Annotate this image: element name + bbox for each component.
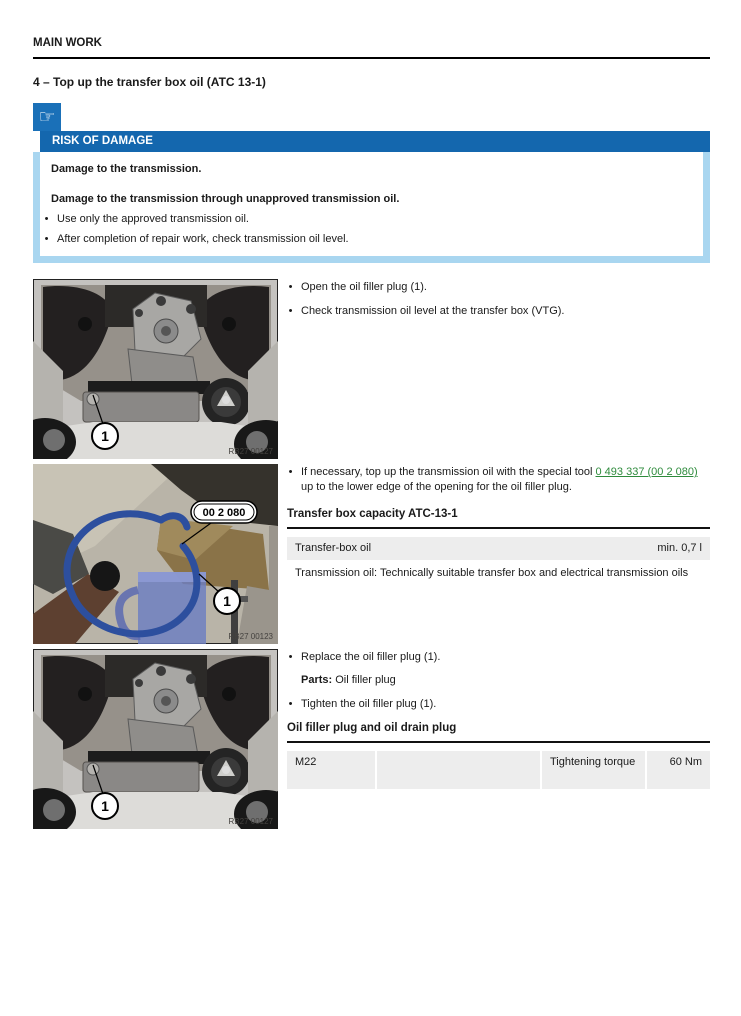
- capacity-table-title: Transfer box capacity ATC-13-1: [287, 508, 458, 520]
- risk-box-title: RISK OF DAMAGE: [40, 131, 710, 152]
- underbody-photo-2: [33, 464, 278, 644]
- step-1-text: [287, 279, 710, 459]
- step-1-bullet-2: [287, 304, 710, 319]
- torque-value: 60 Nm: [647, 751, 710, 789]
- callout-1-label: 1: [101, 798, 109, 814]
- procedure-steps: [33, 279, 710, 829]
- step-3-text: [287, 649, 710, 829]
- risk-box-body: [33, 152, 710, 263]
- step-3-bullet-1-text: • Replace the oil filler plug (1).: [301, 651, 441, 663]
- step-2-bullet-1: [287, 465, 710, 495]
- pointing-hand-glyph: ☞: [38, 106, 56, 128]
- step-2-text-post: up to the lower edge of the opening for the oil filler plug.: [301, 481, 572, 493]
- table-rule: [287, 527, 710, 529]
- step-1-bullet-1-text: • Open the oil filler plug (1).: [301, 281, 427, 293]
- risk-bullet-2: [43, 232, 693, 247]
- risk-cause: Damage to the transmission through unapproved transmission oil.: [51, 193, 400, 205]
- step-3-bullet-2-text: • Tighten the oil filler plug (1).: [301, 698, 437, 710]
- pointing-hand-icon: [33, 103, 61, 131]
- glove: [90, 561, 120, 591]
- torque-table-title: Oil filler plug and oil drain plug: [287, 722, 457, 734]
- step-1-bullet-1: [287, 280, 710, 295]
- underbody-photo-3: [33, 649, 278, 829]
- risk-bullet-1-text: • Use only the approved transmission oil.: [57, 213, 249, 225]
- page-title: 4 – Top up the transfer box oil (ATC 13-1): [33, 75, 266, 89]
- risk-bullet-1: [43, 212, 693, 227]
- step-3-bullet-2: [287, 697, 710, 712]
- parts-line: [301, 673, 710, 688]
- table-rule: [287, 741, 710, 743]
- callout-1-label: 1: [223, 593, 231, 609]
- torque-empty-cell: [377, 751, 540, 789]
- step-3: [33, 649, 710, 829]
- torque-thread-size: M22: [287, 751, 375, 789]
- step-2-text-pre: If necessary, top up the transmission oil with the special tool: [301, 466, 596, 478]
- oil-spec-row: Transmission oil: Technically suitable transfer box and electrical transmission oils: [295, 567, 689, 579]
- special-tool-link[interactable]: 0 493 337 (00 2 080): [595, 466, 698, 478]
- callout-tool-label: 00 2 080: [202, 507, 246, 519]
- torque-row: [287, 751, 710, 789]
- capacity-label: Transfer-box oil: [295, 542, 372, 554]
- callout-1-label: 1: [101, 428, 109, 444]
- risk-summary: Damage to the transmission.: [51, 163, 202, 175]
- capacity-value: min. 0,7 l: [657, 542, 702, 554]
- photo-id-label: RB27 00127: [228, 817, 273, 826]
- section-header: MAIN WORK: [33, 36, 710, 59]
- photo-id-label: RB27 00123: [228, 632, 273, 641]
- photo-id-label: RB27 00127: [228, 447, 273, 456]
- step-1-bullet-2-text: • Check transmission oil level at the transfer box (VTG).: [301, 305, 565, 317]
- step-3-bullet-1: [287, 650, 710, 665]
- parts-label: Parts:: [301, 674, 333, 686]
- risk-bullet-2-text: • After completion of repair work, check transmission oil level.: [57, 233, 349, 245]
- transfer-box-photo: [33, 649, 278, 829]
- transfer-box-photo: [33, 279, 278, 459]
- underbody-photo-1: [33, 279, 278, 459]
- step-1: [33, 279, 710, 459]
- step-2-text: [287, 464, 710, 644]
- capacity-row: [287, 537, 710, 560]
- parts-value: Oil filler plug: [335, 674, 396, 686]
- oil-fill-photo: [33, 464, 278, 644]
- step-2-bullet-1-text: [301, 465, 710, 495]
- torque-type-label: Tightening torque: [542, 751, 645, 789]
- step-2: [33, 464, 710, 644]
- risk-of-damage-box: [33, 131, 710, 263]
